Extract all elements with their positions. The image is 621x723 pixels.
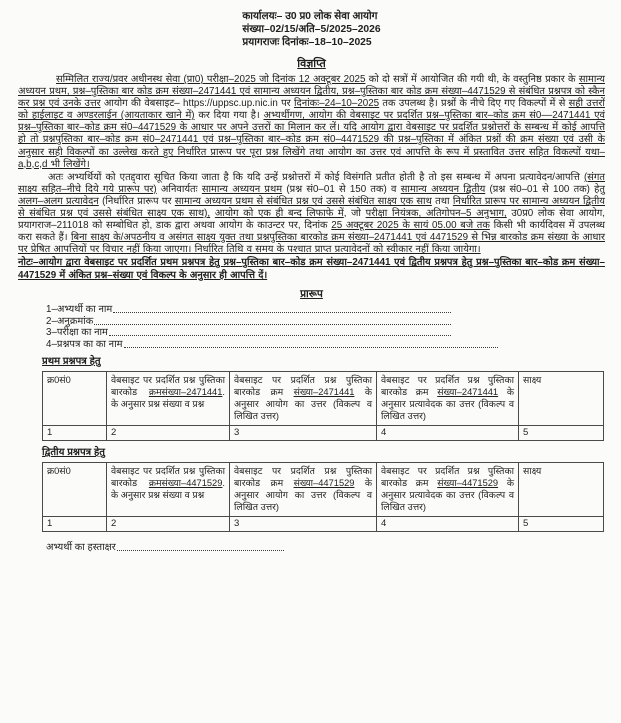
first-paper-heading: प्रथम प्रश्नपत्र हेतु — [42, 355, 101, 367]
number-cell: 2 — [107, 516, 230, 531]
second-paper-heading: द्वितीय प्रश्नपत्र हेतु — [42, 446, 105, 458]
header-cell-serial: क्र0सं0 — [43, 371, 107, 425]
office-line: कार्यालयः– उ0 प्र0 लोक सेवा आयोग — [242, 11, 378, 22]
form-field-paper-name — [46, 338, 498, 350]
dotted-line — [113, 311, 451, 313]
signature-label: अभ्यर्थी का हस्ताक्षर — [46, 541, 116, 553]
number-cell: 4 — [377, 425, 519, 440]
paragraph-exam-answer-key: सम्मिलित राज्य/प्रवर अधीनस्थ सेवा (प्रा0) परीक्षा–2025 जो दिनांक 12 अक्टूबर 2025 को दो सत्रों में आयोजित की गयी थी, के वस्तुनिष्ठ प्रकार के सामान्य अध्ययन प्रथम, प्रश्न–पुस्तिका बार कोड क्रम संख्या–2471441 एवं सामान्य अध्ययन द्वितीय, प्रश्न–पुस्तिका बार कोड क्रम संख्या–4471529 से संबंधित प्रश्नपत्र को स्कैन कर प्रश्न एवं उनके उत्तर आयोग की वेबसाइट– https://uppsc.up.nic.in पर दिनांकः–24–10–2025 तक उपलब्ध है। प्रश्नों के नीचे दिए गए विकल्पों में से सही उत्तरों को हाईलाइट व अण्डरलाईन (आयताकार खाने में) कर दिया गया है। अभ्यर्थीगण, आयोग की वेबसाइट पर प्रदर्शित प्रश्न–पुस्तिका बार–कोड क्रम सं0––2471441 एवं प्रश्न–पुस्तिका बार–कोड क्रम सं0–4471529 के आधार पर अपने उत्तरों का मिलान कर लें। यदि आयोग द्वारा वेबसाइट पर प्रदर्शित प्रश्नोत्तरों के सम्बन्ध में कोई आपत्ति हो तो प्रश्नपुस्तिका बार–कोड क्रम सं0–2471441 एवं प्रश्न–पुस्तिका बार–कोड क्रम सं0–4471529 की प्रश्न–पुस्तिका में अंकित प्रश्नों की क्रम संख्या एवं उसी के अनुसार सही विकल्पों का उल्लेख करते हुए निर्धारित प्रारूप पर पूरा प्रश्न लिखेंगे तथा आयोग का उत्तर एवं आपत्ति के रूप में प्रस्तावित उत्तर सहित विकल्पों यथा–a,b,c,d भी लिखेंगे। — [18, 74, 606, 170]
number-cell: 3 — [230, 516, 377, 531]
dotted-line — [94, 323, 451, 325]
proforma-fields — [46, 304, 605, 350]
objection-table-paper2 — [42, 462, 604, 532]
field-label: 1–अभ्यर्थी का नाम — [46, 304, 113, 316]
letterhead — [18, 10, 605, 50]
field-label: 2–अनुक्रमांक — [46, 315, 94, 327]
header-cell-question: वेबसाइट पर प्रदर्शित प्रश्न पुस्तिका बारकोड क्रमसंख्या–4471529. के अनुसार प्रश्न संख्या व प्रश्न — [107, 462, 230, 516]
header-cell-commission-answer: वेबसाइट पर प्रदर्शित प्रश्न पुस्तिका बारकोड क्रम संख्या–4471529 के अनुसार आयोग का उत्तर (विकल्प व लिखित उत्तर) — [230, 462, 377, 516]
objection-table-paper1 — [42, 371, 604, 441]
proforma-heading: प्रारूप — [300, 287, 323, 300]
header-cell-evidence: साक्ष्य — [519, 371, 604, 425]
form-field-candidate-name — [46, 304, 451, 316]
number-cell: 5 — [519, 516, 604, 531]
header-cell-representer-answer: वेबसाइट पर प्रदर्शित प्रश्न पुस्तिका बारकोड क्रम संख्या–4471529 के अनुसार प्रत्यावेदक का उत्तर (विकल्प व लिखित उत्तर) — [377, 462, 519, 516]
number-cell: 4 — [377, 516, 519, 531]
field-label: 3–परीक्षा का नाम — [46, 327, 108, 339]
page-title: विज्ञप्ति — [297, 58, 326, 70]
paragraph-objection-procedure: अतः अभ्यर्थियों को एतद्द्वारा सूचित किया जाता है कि यदि उन्हें प्रश्नोत्तरों में कोई विसंगति प्रतीत होती है तो इस सम्बन्ध में अपना प्रत्यावेदन/आपत्ति (संगत साक्ष्य सहित–नीचे दिये गये प्रारूप पर) अनिवार्यतः सामान्य अध्ययन प्रथम (प्रश्न सं0–01 से 150 तक) व सामान्य अध्ययन द्वितीय (प्रश्न सं0–01 से 100 तक) हेतु अलग–अलग प्रत्यावेदन (निर्धारित प्रारूप पर सामान्य अध्ययन प्रथम से संबंधित प्रश्न एवं उससे संबंधित साक्ष्य एक साथ तथा निर्धारित प्रारूप पर सामान्य अध्ययन द्वितीय से संबंधित प्रश्न एवं उससे संबंधित साक्ष्य एक साथ), आयोग को एक ही बन्द लिफाफे में, जो परीक्षा नियंत्रक, अतिगोपन–5 अनुभाग, उ0प्र0 लोक सेवा आयोग, प्रयागराज–211018 को सम्बोधित हो, डाक द्वारा अथवा आयोग के काउन्टर पर, दिनांक 25 अक्टूबर 2025 के सायं 05.00 बजे तक किसी भी कार्यदिवस में उपलब्ध करा सकते हैं। बिना साक्ष्य के/अपठनीय व असंगत साक्ष्य युक्त तथा प्रश्नपुस्तिका बारकोड क्रम संख्या–2471441 एवं 4471529 से भिन्न बारकोड क्रम संख्या के आधार पर प्रेषित आपत्तियों पर विचार नहीं किया जाएगा। निर्धारित तिथि व समय के पश्चात प्राप्त प्रत्यावेदनों को स्वीकार नहीं किया जायेगा। — [18, 171, 606, 256]
header-cell-serial: क्र0सं0 — [43, 462, 107, 516]
reference-number-line: संख्या–02/15/अति–5/2025–2026 — [242, 24, 381, 35]
field-label: 4–प्रश्नपत्र का का नाम — [46, 338, 123, 350]
table-number-row — [43, 425, 604, 440]
number-cell: 2 — [107, 425, 230, 440]
table-header-row — [43, 371, 604, 425]
note-paragraph: नोटः–आयोग द्वारा वेबसाइट पर प्रदर्शित प्रथम प्रश्नपत्र हेतु प्रश्न–पुस्तिका बार–कोड क्रम संख्या–2471441 एवं द्वितीय प्रश्नपत्र हेतु प्रश्न–पुस्तिका बार–कोड क्रम संख्या–4471529 में अंकित प्रश्न–संख्या एवं विकल्प के अनुसार ही आपत्ति दें। — [18, 257, 605, 281]
dotted-line — [117, 549, 284, 551]
table-header-row — [43, 462, 604, 516]
number-cell: 5 — [519, 425, 604, 440]
number-cell: 3 — [230, 425, 377, 440]
table-number-row — [43, 516, 604, 531]
number-cell: 1 — [43, 516, 107, 531]
header-cell-question: वेबसाइट पर प्रदर्शित प्रश्न पुस्तिका बारकोड क्रमसंख्या–2471441. के अनुसार प्रश्न संख्या व प्रश्न — [107, 371, 230, 425]
dotted-line — [124, 346, 499, 348]
header-cell-evidence: साक्ष्य — [519, 462, 604, 516]
header-cell-representer-answer: वेबसाइट पर प्रदर्शित प्रश्न पुस्तिका बारकोड क्रम संख्या–2471441 के अनुसार प्रत्यावेदक का उत्तर (विकल्प व लिखित उत्तर) — [377, 371, 519, 425]
candidate-signature — [46, 541, 284, 553]
place-date-line: प्रयागराजः दिनांकः–18–10–2025 — [242, 37, 372, 48]
header-cell-commission-answer: वेबसाइट पर प्रदर्शित प्रश्न पुस्तिका बारकोड क्रम संख्या–2471441 के अनुसार आयोग का उत्तर (विकल्प व लिखित उत्तर) — [230, 371, 377, 425]
number-cell: 1 — [43, 425, 107, 440]
dotted-line — [109, 334, 451, 336]
